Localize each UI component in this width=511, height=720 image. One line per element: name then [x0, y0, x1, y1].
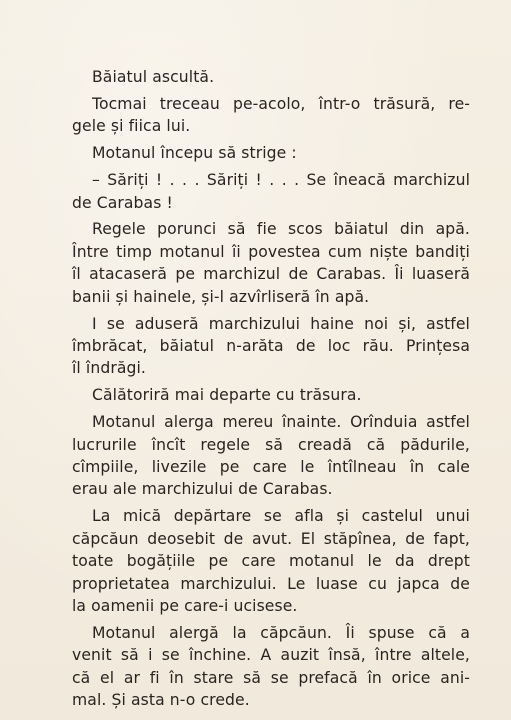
paragraph-6 [52, 313, 470, 380]
text-line: – Săriți ! . . . Săriți ! . . . Se îneacă marchizul [92, 171, 470, 190]
text-line: Tocmai treceau pe-acolo, într-o trăsură, re- [92, 94, 470, 113]
text-line: banii și hainele, și-l azvîrliseră în apă. [72, 287, 370, 306]
text-line: cîmpiile, livezile pe care le întîlneau în cale [72, 458, 470, 476]
text-line: la oamenii pe care-i ucisese. [72, 596, 298, 615]
paragraph-9 [52, 505, 470, 617]
text-line: erau ale marchizului de Carabas. [72, 480, 333, 499]
paragraph-3 [52, 142, 470, 164]
text-line: îl îndrăgi. [72, 359, 146, 378]
text-line: I se aduseră marchizului haine noi și, astfel [92, 314, 470, 333]
paragraph-2 [52, 93, 470, 138]
text-line: Regele porunci să fie scos băiatul din apă. [92, 220, 470, 239]
text-line: îmbrăcat, băiatul n-arăta de loc rău. Prințesa [72, 336, 470, 355]
text-line: căpcăun deosebit de avut. El stăpînea, de fapt, [72, 529, 470, 548]
text-line: Între timp motanul îi povestea cum niște bandiți [72, 242, 470, 261]
text-line: Motanul începu să strige : [92, 144, 297, 163]
story-text [52, 66, 470, 711]
text-line: Motanul alerga mereu înainte. Orînduia astfel [92, 413, 470, 432]
text-line: La mică depărtare se afla și castelul unui [92, 507, 470, 526]
text-line: că el ar fi în stare să se prefacă în orice ani- [72, 668, 470, 687]
text-line: îl atacaseră pe marchizul de Carabas. Îi luaseră [72, 265, 470, 284]
paragraph-10 [52, 622, 470, 712]
text-line: proprietatea marchizului. Le luase cu japca de [72, 574, 470, 593]
text-line: venit să i se închine. A auzit însă, între altele, [72, 646, 470, 665]
text-line: gele și fiica lui. [72, 117, 191, 136]
paragraph-7 [52, 384, 470, 406]
paragraph-8 [52, 411, 470, 501]
paragraph-5 [52, 218, 470, 308]
text-line: Motanul alergă la căpcăun. Îi spuse că a [92, 623, 470, 642]
text-line: lucrurile încît regele să creadă că pădurile, [72, 435, 470, 454]
paragraph-1 [52, 66, 470, 88]
text-line: toate bogățiile pe care motanul le da drept [72, 552, 470, 571]
text-line: mal. Și asta n-o crede. [72, 691, 250, 710]
text-line: de Carabas ! [72, 193, 173, 212]
text-line: Călătoriră mai departe cu trăsura. [92, 386, 362, 405]
text-line: Băiatul ascultă. [92, 68, 215, 86]
paragraph-4-dialogue [52, 169, 470, 214]
